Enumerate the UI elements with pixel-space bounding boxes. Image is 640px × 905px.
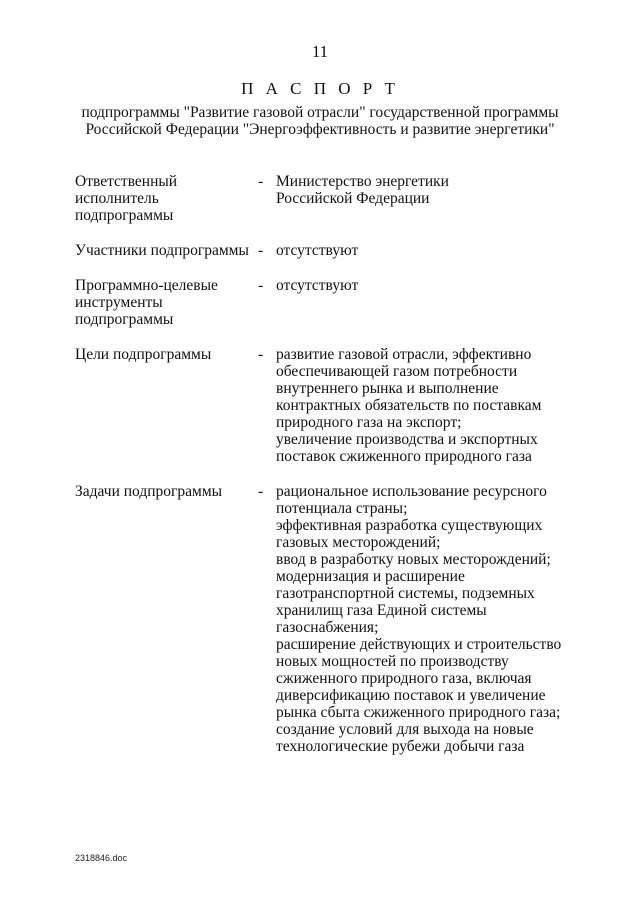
label-line: исполнитель xyxy=(75,190,159,207)
row-label xyxy=(75,483,250,500)
label-line: Ответственный xyxy=(75,173,178,190)
label-line: Участники подпрограммы xyxy=(75,242,249,259)
row-dash: - xyxy=(258,483,264,500)
row-dash: - xyxy=(258,173,264,190)
row-dash: - xyxy=(258,242,264,259)
label-line: инструменты xyxy=(75,294,163,311)
value-line: природного газа на экспорт; xyxy=(276,414,462,431)
value-line: создание условий для выхода на новые xyxy=(276,721,534,738)
subtitle-line: подпрограммы "Развитие газовой отрасли" государственной программы xyxy=(81,104,559,121)
value-line: потенциала страны; xyxy=(276,500,408,517)
value-line: рынка сбыта сжиженного природного газа; xyxy=(276,704,561,721)
row-dash: - xyxy=(258,346,264,363)
label-line: Цели подпрограммы xyxy=(75,346,212,363)
row-dash: - xyxy=(258,277,264,294)
row-label xyxy=(75,173,250,224)
value-line: ввод в разработку новых месторождений; xyxy=(276,551,551,568)
value-line: диверсификацию поставок и увеличение xyxy=(276,687,546,704)
value-line: увеличение производства и экспортных xyxy=(276,431,538,448)
value-line: газоснабжения; xyxy=(276,619,379,636)
value-line: внутреннего рынка и выполнение xyxy=(276,380,499,397)
label-line: подпрограммы xyxy=(75,207,174,224)
value-line: Министерство энергетики xyxy=(276,173,449,190)
label-line: подпрограммы xyxy=(75,311,174,328)
value-line: отсутствуют xyxy=(276,242,359,259)
value-line: газотранспортной системы, подземных xyxy=(276,585,535,602)
page-number: 11 xyxy=(311,42,329,61)
value-line: эффективная разработка существующих xyxy=(276,517,543,534)
value-line: модернизация и расширение xyxy=(276,568,465,585)
subtitle-line: Российской Федерации "Энергоэффективность и развитие энергетики" xyxy=(85,121,555,138)
value-line: технологические рубежи добычи газа xyxy=(276,738,525,755)
label-line: Программно-целевые xyxy=(75,277,218,294)
row-label xyxy=(75,277,250,328)
value-line: развитие газовой отрасли, эффективно xyxy=(276,346,532,363)
value-line: рациональное использование ресурсного xyxy=(276,483,547,500)
value-line: газовых месторождений; xyxy=(276,534,441,551)
row-label xyxy=(75,346,250,363)
value-line: сжиженного природного газа, включая xyxy=(276,670,532,687)
row-label xyxy=(75,242,250,259)
document-subtitle xyxy=(0,104,640,138)
value-line: отсутствуют xyxy=(276,277,359,294)
document-title: П А С П О Р Т xyxy=(241,79,399,98)
value-line: контрактных обязательств по поставкам xyxy=(276,397,542,414)
value-line: новых мощностей по производству xyxy=(276,653,509,670)
row-value xyxy=(276,483,606,755)
value-line: расширение действующих и строительство xyxy=(276,636,562,653)
value-line: поставок сжиженного природного газа xyxy=(276,448,532,465)
value-line: обеспечивающей газом потребности xyxy=(276,363,518,380)
label-line: Задачи подпрограммы xyxy=(75,483,223,500)
value-line: хранилищ газа Единой системы xyxy=(276,602,487,619)
row-value xyxy=(276,173,606,207)
row-value xyxy=(276,242,606,259)
value-line: Российской Федерации xyxy=(276,190,430,207)
row-value xyxy=(276,277,606,294)
footer-filename: 2318846.doc xyxy=(75,853,128,863)
row-value xyxy=(276,346,606,465)
